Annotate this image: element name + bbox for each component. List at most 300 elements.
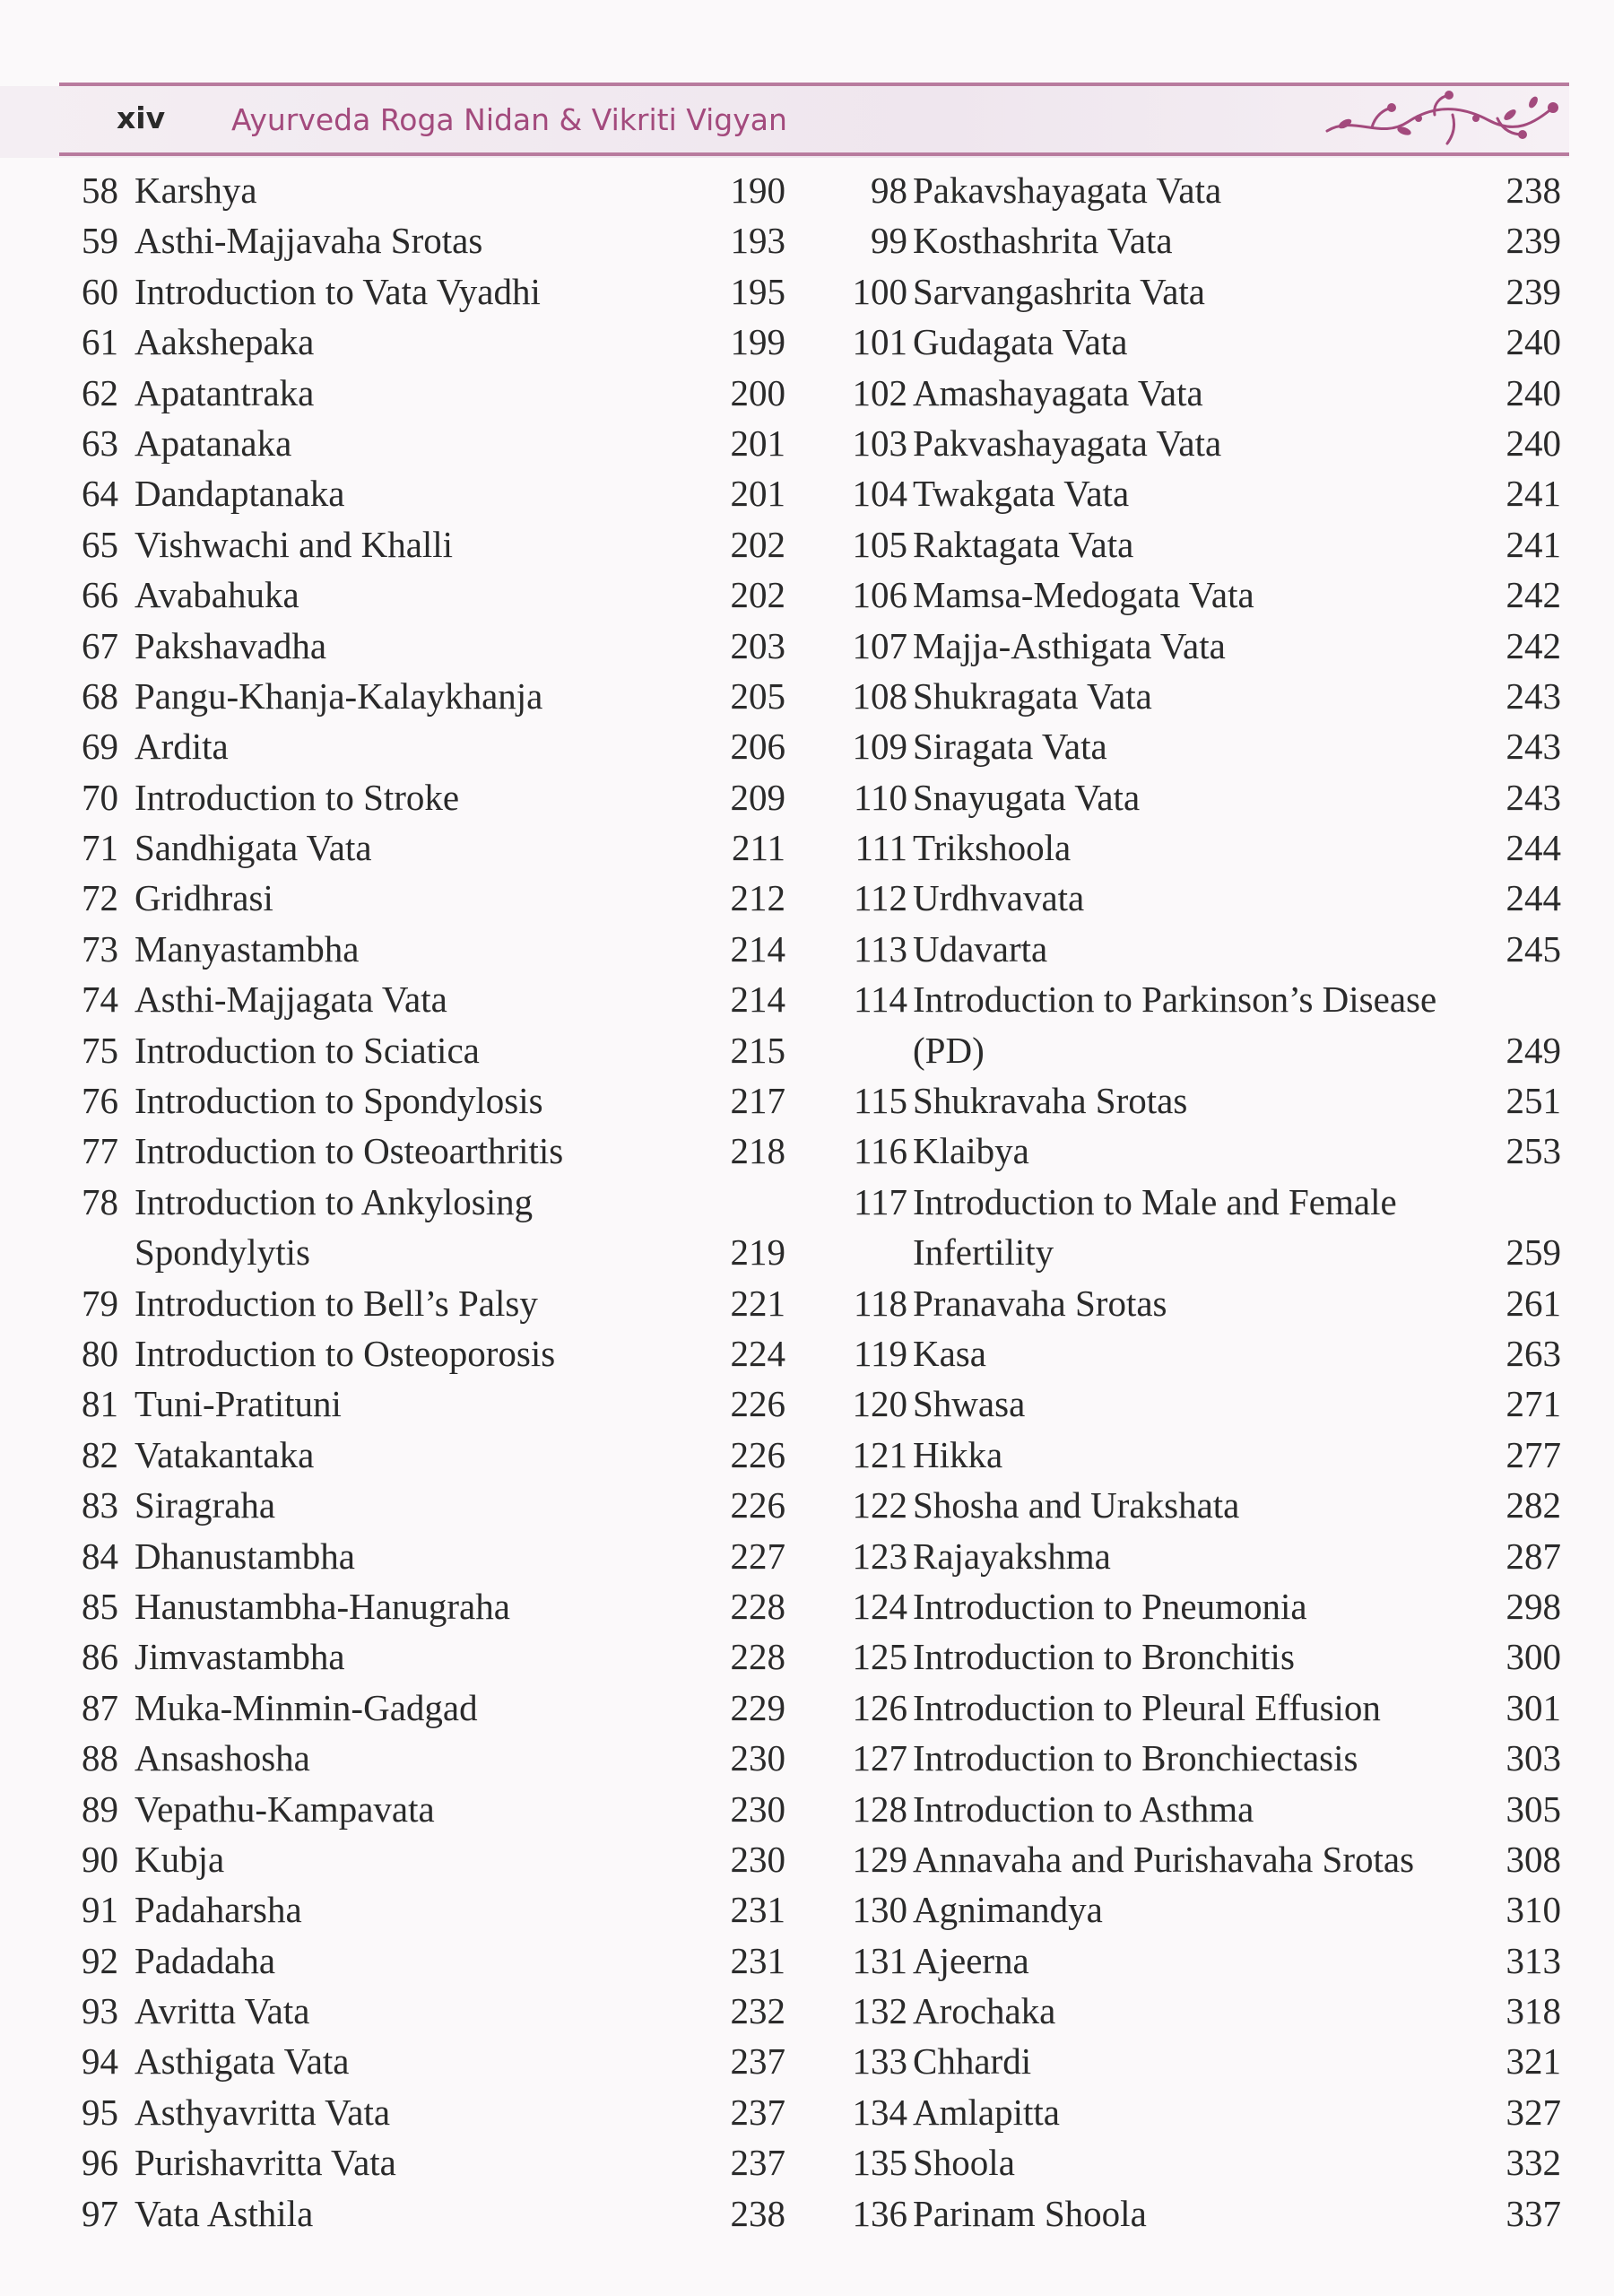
chapter-number: 99	[871, 220, 907, 262]
chapter-number: 83	[82, 1484, 118, 1526]
chapter-title-line: Kosthashrita Vata	[913, 220, 1173, 262]
chapter-title	[134, 1531, 355, 1581]
chapter-number: 121	[852, 1433, 907, 1475]
chapter-number: 64	[82, 473, 118, 515]
page-number: 243	[1506, 674, 1561, 717]
toc-entry	[68, 924, 785, 974]
chapter-number: 107	[852, 624, 907, 666]
toc-entry	[68, 1683, 785, 1733]
page-number: 237	[730, 2091, 785, 2133]
chapter-title	[134, 2188, 313, 2239]
chapter-number: 123	[852, 1535, 907, 1577]
chapter-number: 85	[82, 1585, 118, 1627]
chapter-number: 59	[82, 220, 118, 262]
chapter-title	[134, 2036, 350, 2086]
chapter-title	[913, 1075, 1187, 1126]
chapter-title	[134, 1177, 533, 1278]
toc-entry	[839, 1986, 1561, 2036]
chapter-title	[913, 1430, 1002, 1480]
page-number: 271	[1506, 1383, 1561, 1425]
toc-entry	[68, 165, 785, 215]
floral-vine-ornament-icon	[1318, 88, 1558, 151]
chapter-title-line: Parinam Shoola	[913, 2192, 1147, 2234]
chapter-number: 125	[852, 1636, 907, 1678]
chapter-title	[134, 873, 273, 923]
chapter-title	[134, 1480, 275, 1530]
chapter-title	[913, 721, 1107, 771]
toc-entry	[68, 215, 785, 265]
chapter-number: 93	[82, 1990, 118, 2032]
page-number: 212	[730, 877, 785, 919]
toc-entry	[68, 266, 785, 317]
chapter-number: 104	[852, 473, 907, 515]
page-number: 215	[730, 1029, 785, 1071]
chapter-title-line: Introduction to Pleural Effusion	[913, 1686, 1381, 1728]
page-number: 337	[1506, 2192, 1561, 2234]
chapter-number: 70	[82, 776, 118, 818]
page-number: 211	[732, 827, 785, 869]
page-number: 231	[730, 1939, 785, 1981]
toc-entry	[839, 1884, 1561, 1935]
chapter-title-continuation: Spondylytis	[134, 1231, 310, 1274]
chapter-title-line: Muka-Minmin-Gadgad	[134, 1686, 478, 1728]
chapter-title	[134, 1430, 314, 1480]
chapter-title	[134, 368, 314, 418]
toc-entry	[68, 1884, 785, 1935]
chapter-title-line: Hanustambha-Hanugraha	[134, 1585, 510, 1627]
chapter-title-line: Rajayakshma	[913, 1535, 1111, 1577]
toc-entry	[839, 418, 1561, 468]
chapter-title	[134, 1986, 309, 2036]
chapter-title-line: Avritta Vata	[134, 1990, 310, 2032]
toc-entry	[839, 468, 1561, 518]
page-number: 202	[730, 523, 785, 565]
chapter-title	[134, 671, 542, 721]
chapter-number: 61	[82, 321, 118, 363]
toc-entry	[68, 317, 785, 367]
toc-entry	[839, 822, 1561, 873]
chapter-number: 89	[82, 1787, 118, 1830]
chapter-title-line: Avabahuka	[134, 574, 299, 616]
chapter-number: 109	[852, 726, 907, 768]
chapter-number: 60	[82, 270, 118, 312]
chapter-title	[134, 1631, 345, 1682]
toc-entry	[68, 974, 785, 1024]
chapter-number: 81	[82, 1383, 118, 1425]
chapter-title	[913, 368, 1203, 418]
chapter-title	[913, 1177, 1397, 1278]
page-number: 242	[1506, 624, 1561, 666]
chapter-number: 129	[852, 1838, 907, 1880]
toc-entry	[839, 873, 1561, 923]
chapter-number: 90	[82, 1838, 118, 1880]
toc-entry	[68, 1935, 785, 1986]
page-number: 241	[1506, 523, 1561, 565]
page-number: 245	[1506, 927, 1561, 970]
chapter-number: 75	[82, 1029, 118, 1071]
toc-entry	[839, 1531, 1561, 1581]
page-number: 251	[1506, 1080, 1561, 1122]
chapter-number: 78	[82, 1180, 118, 1222]
toc-entry	[839, 1126, 1561, 1176]
chapter-title-line: Trikshoola	[913, 827, 1072, 869]
page-number: 193	[730, 220, 785, 262]
toc-entry	[839, 924, 1561, 974]
page-number: 230	[730, 1737, 785, 1779]
toc-entry	[68, 1328, 785, 1378]
chapter-number: 111	[855, 827, 907, 869]
toc-entry	[839, 2036, 1561, 2086]
page-number: 237	[730, 2142, 785, 2184]
chapter-title	[134, 1025, 480, 1075]
chapter-title-line: Karshya	[134, 170, 257, 211]
toc-entry	[68, 1784, 785, 1834]
chapter-title-continuation: Infertility	[913, 1231, 1054, 1274]
page-number: 218	[730, 1130, 785, 1172]
page-number: 224	[730, 1333, 785, 1374]
toc-left-column	[68, 165, 785, 2239]
chapter-number: 71	[82, 827, 118, 869]
chapter-title	[134, 1884, 302, 1935]
chapter-title-line: Urdhvavata	[913, 877, 1085, 919]
chapter-number: 114	[854, 978, 907, 1021]
chapter-number: 108	[852, 674, 907, 717]
toc-entry	[839, 671, 1561, 721]
toc-entry	[68, 468, 785, 518]
toc-entry	[839, 317, 1561, 367]
running-title: Ayurveda Roga Nidan & Vikriti Vigyan	[231, 102, 787, 137]
toc-entry	[68, 621, 785, 671]
chapter-title	[134, 924, 359, 974]
chapter-title	[913, 1278, 1167, 1328]
chapter-title-line: Vepathu-Kampavata	[134, 1787, 435, 1830]
toc-entry	[839, 1631, 1561, 1682]
chapter-title-line: Introduction to Vata Vyadhi	[134, 270, 541, 312]
toc-entry	[68, 671, 785, 721]
chapter-title-line: Introduction to Bell’s Palsy	[134, 1282, 538, 1324]
toc-entry	[68, 1378, 785, 1429]
chapter-title	[134, 1683, 478, 1733]
chapter-title	[134, 215, 482, 265]
page-number: 243	[1506, 726, 1561, 768]
page-number: 214	[730, 927, 785, 970]
page-number: 200	[730, 371, 785, 413]
toc-entry	[68, 822, 785, 873]
toc-entry	[68, 2087, 785, 2137]
toc-right-column	[839, 165, 1561, 2239]
chapter-title-line: Aakshepaka	[134, 321, 315, 363]
page-number: 203	[730, 624, 785, 666]
chapter-title	[913, 772, 1140, 822]
chapter-title	[913, 1581, 1307, 1631]
chapter-title-line: Introduction to Ankylosing	[134, 1180, 534, 1222]
chapter-title-line: Amlapitta	[913, 2091, 1060, 2133]
page-number: 321	[1506, 2040, 1561, 2083]
chapter-title	[134, 519, 453, 570]
chapter-title	[913, 165, 1221, 215]
toc-entry	[839, 1177, 1561, 1278]
chapter-number: 135	[852, 2142, 907, 2184]
chapter-title	[134, 822, 372, 873]
chapter-title-line: Introduction to Bronchitis	[913, 1636, 1295, 1678]
chapter-number: 72	[82, 877, 118, 919]
page-number: 287	[1506, 1535, 1561, 1577]
chapter-title	[134, 418, 291, 468]
chapter-title-line: Raktagata Vata	[913, 523, 1134, 565]
chapter-title	[913, 924, 1047, 974]
chapter-title	[913, 1884, 1103, 1935]
chapter-title	[134, 317, 314, 367]
chapter-title-line: Tuni-Pratituni	[134, 1383, 342, 1425]
chapter-number: 74	[82, 978, 118, 1021]
chapter-title	[913, 468, 1129, 518]
chapter-number: 95	[82, 2091, 118, 2133]
chapter-number: 84	[82, 1535, 118, 1577]
chapter-title-line: Vishwachi and Khalli	[134, 523, 454, 565]
chapter-number: 110	[854, 776, 907, 818]
chapter-title-line: Vatakantaka	[134, 1433, 315, 1475]
chapter-number: 88	[82, 1737, 118, 1779]
page-number: 249	[1506, 1029, 1561, 1071]
chapter-title-line: Gridhrasi	[134, 877, 273, 919]
toc-entry	[68, 519, 785, 570]
chapter-number: 68	[82, 674, 118, 717]
chapter-title-line: Kasa	[913, 1333, 986, 1375]
chapter-title-line: Sarvangashrita Vata	[913, 270, 1205, 312]
page-folio: xiv	[117, 100, 166, 135]
chapter-title	[134, 2137, 396, 2187]
chapter-title-line: Majja-Asthigata Vata	[913, 624, 1226, 666]
chapter-title-line: Introduction to Osteoporosis	[134, 1333, 556, 1374]
toc-entry	[68, 1075, 785, 1126]
chapter-title	[913, 1328, 986, 1378]
chapter-title-line: Jimvastambha	[134, 1636, 345, 1678]
header-bottom-rule	[59, 152, 1569, 156]
chapter-number: 105	[852, 523, 907, 565]
chapter-number: 133	[852, 2040, 907, 2083]
toc-entry	[839, 621, 1561, 671]
toc-entry	[68, 418, 785, 468]
page-number: 241	[1506, 473, 1561, 515]
chapter-title-line: Shosha and Urakshata	[913, 1484, 1240, 1526]
chapter-title-line: Shoola	[913, 2142, 1015, 2184]
chapter-number: 65	[82, 523, 118, 565]
chapter-number: 80	[82, 1333, 118, 1374]
toc-entry	[839, 2188, 1561, 2239]
page-number: 298	[1506, 1585, 1561, 1627]
toc-entry	[839, 1430, 1561, 1480]
toc-entry	[839, 570, 1561, 620]
chapter-number: 122	[852, 1484, 907, 1526]
chapter-title-line: Asthi-Majjagata Vata	[134, 978, 447, 1021]
chapter-number: 136	[852, 2192, 907, 2234]
chapter-title-line: Hikka	[913, 1433, 1003, 1475]
chapter-title-line: Shwasa	[913, 1383, 1026, 1425]
chapter-number: 115	[854, 1080, 907, 1122]
chapter-title	[134, 1278, 538, 1328]
page-number: 305	[1506, 1787, 1561, 1830]
chapter-number: 126	[852, 1686, 907, 1728]
chapter-title-line: Ardita	[134, 726, 229, 768]
chapter-title	[134, 721, 229, 771]
page-number: 282	[1506, 1484, 1561, 1526]
chapter-title-line: Amashayagata Vata	[913, 371, 1203, 413]
page-number: 195	[730, 270, 785, 312]
chapter-title	[913, 1126, 1029, 1176]
toc-entry	[839, 721, 1561, 771]
chapter-title	[913, 1784, 1254, 1834]
toc-entry	[68, 1834, 785, 1884]
page-number: 206	[730, 726, 785, 768]
toc-entry	[839, 772, 1561, 822]
toc-entry	[68, 1025, 785, 1075]
page-number: 244	[1506, 827, 1561, 869]
toc-entry	[839, 2087, 1561, 2137]
page-number: 231	[730, 1889, 785, 1931]
chapter-number: 112	[854, 877, 907, 919]
chapter-title	[913, 621, 1226, 671]
chapter-title	[913, 1683, 1381, 1733]
chapter-title	[913, 974, 1436, 1075]
chapter-title	[913, 1631, 1295, 1682]
page-number: 214	[730, 978, 785, 1021]
chapter-title	[913, 418, 1221, 468]
page-number: 308	[1506, 1838, 1561, 1880]
toc-entry	[68, 570, 785, 620]
page-number: 237	[730, 2040, 785, 2083]
chapter-title	[134, 1328, 555, 1378]
toc-entry	[68, 368, 785, 418]
chapter-title	[913, 1733, 1358, 1783]
chapter-title-line: Introduction to Male and Female	[913, 1180, 1397, 1222]
page-number: 205	[730, 674, 785, 717]
toc-entry	[68, 1581, 785, 1631]
page-number: 239	[1506, 270, 1561, 312]
chapter-title	[913, 1986, 1055, 2036]
page-number: 190	[730, 170, 785, 211]
page-number: 240	[1506, 422, 1561, 464]
chapter-number: 69	[82, 726, 118, 768]
toc-entry	[839, 2137, 1561, 2187]
chapter-title-line: Arochaka	[913, 1990, 1056, 2032]
chapter-title-line: Dandaptanaka	[134, 473, 345, 515]
chapter-title-line: Klaibya	[913, 1130, 1029, 1172]
chapter-title	[913, 2036, 1031, 2086]
page-number: 259	[1506, 1231, 1561, 1274]
chapter-title-line: Asthigata Vata	[134, 2040, 350, 2083]
chapter-title-line: Dhanustambha	[134, 1535, 355, 1577]
chapter-number: 103	[852, 422, 907, 464]
header-top-rule	[59, 83, 1569, 86]
chapter-title	[134, 1733, 310, 1783]
chapter-title	[913, 2087, 1060, 2137]
chapter-title	[134, 266, 541, 317]
chapter-title	[134, 1581, 510, 1631]
toc-entry	[839, 1328, 1561, 1378]
chapter-title	[913, 671, 1152, 721]
page-number: 301	[1506, 1686, 1561, 1728]
page-number: 318	[1506, 1990, 1561, 2032]
chapter-title-line: Ajeerna	[913, 1939, 1029, 1981]
toc-entry	[839, 1834, 1561, 1884]
chapter-title-line: Chhardi	[913, 2040, 1032, 2083]
page-number: 303	[1506, 1737, 1561, 1779]
page-number: 238	[1506, 170, 1561, 211]
page-number: 226	[730, 1484, 785, 1526]
toc-entry	[839, 1683, 1561, 1733]
page-number: 240	[1506, 321, 1561, 363]
chapter-number: 86	[82, 1636, 118, 1678]
chapter-title	[134, 2087, 390, 2137]
chapter-title-line: Shukragata Vata	[913, 674, 1152, 717]
chapter-number: 132	[852, 1990, 907, 2032]
chapter-title-line: Asthi-Majjavaha Srotas	[134, 220, 483, 262]
toc-entry	[839, 1581, 1561, 1631]
chapter-number: 130	[852, 1889, 907, 1931]
page-number: 240	[1506, 371, 1561, 413]
chapter-title	[134, 165, 257, 215]
page-number: 232	[730, 1990, 785, 2032]
chapter-title	[134, 570, 299, 620]
chapter-title-line: Introduction to Sciatica	[134, 1029, 480, 1071]
chapter-number: 120	[852, 1383, 907, 1425]
chapter-title	[134, 1075, 543, 1126]
chapter-title-line: Siragata Vata	[913, 726, 1107, 768]
chapter-title	[913, 1834, 1414, 1884]
toc-entry	[68, 1986, 785, 2036]
chapter-title-line: Padadaha	[134, 1939, 276, 1981]
toc-entry	[68, 2188, 785, 2239]
page-number: 239	[1506, 220, 1561, 262]
page-number: 202	[730, 574, 785, 616]
toc-entry	[68, 1177, 785, 1278]
toc-entry	[68, 721, 785, 771]
chapter-title-line: Introduction to Parkinson’s Disease	[913, 978, 1437, 1021]
toc-entry	[68, 873, 785, 923]
page-number: 228	[730, 1636, 785, 1678]
toc-entry	[68, 1278, 785, 1328]
toc-entry	[839, 1075, 1561, 1126]
page-number: 199	[730, 321, 785, 363]
chapter-title-line: Shukravaha Srotas	[913, 1080, 1188, 1122]
page-number: 230	[730, 1838, 785, 1880]
toc-entry	[68, 1480, 785, 1530]
chapter-title	[913, 570, 1254, 620]
toc-entry	[68, 1531, 785, 1581]
chapter-title	[134, 1784, 435, 1834]
toc-entry	[68, 1631, 785, 1682]
chapter-title	[134, 1935, 275, 1986]
chapter-number: 77	[82, 1130, 118, 1172]
page-number: 219	[730, 1231, 785, 1274]
chapter-number: 124	[852, 1585, 907, 1627]
chapter-number: 62	[82, 371, 118, 413]
chapter-title-line: Gudagata Vata	[913, 321, 1128, 363]
page-number: 242	[1506, 574, 1561, 616]
page-number: 243	[1506, 776, 1561, 818]
chapter-title-line: Pakavshayagata Vata	[913, 170, 1222, 211]
chapter-title-line: Introduction to Bronchiectasis	[913, 1737, 1358, 1779]
page-number: 261	[1506, 1282, 1561, 1324]
chapter-number: 67	[82, 624, 118, 666]
chapter-title-line: Pranavaha Srotas	[913, 1282, 1167, 1324]
page-number: 230	[730, 1787, 785, 1830]
chapter-title-line: Ansashosha	[134, 1737, 310, 1779]
chapter-title	[913, 1378, 1025, 1429]
chapter-title-continuation: (PD)	[913, 1029, 985, 1071]
page-number: 310	[1506, 1889, 1561, 1931]
page-number: 209	[730, 776, 785, 818]
